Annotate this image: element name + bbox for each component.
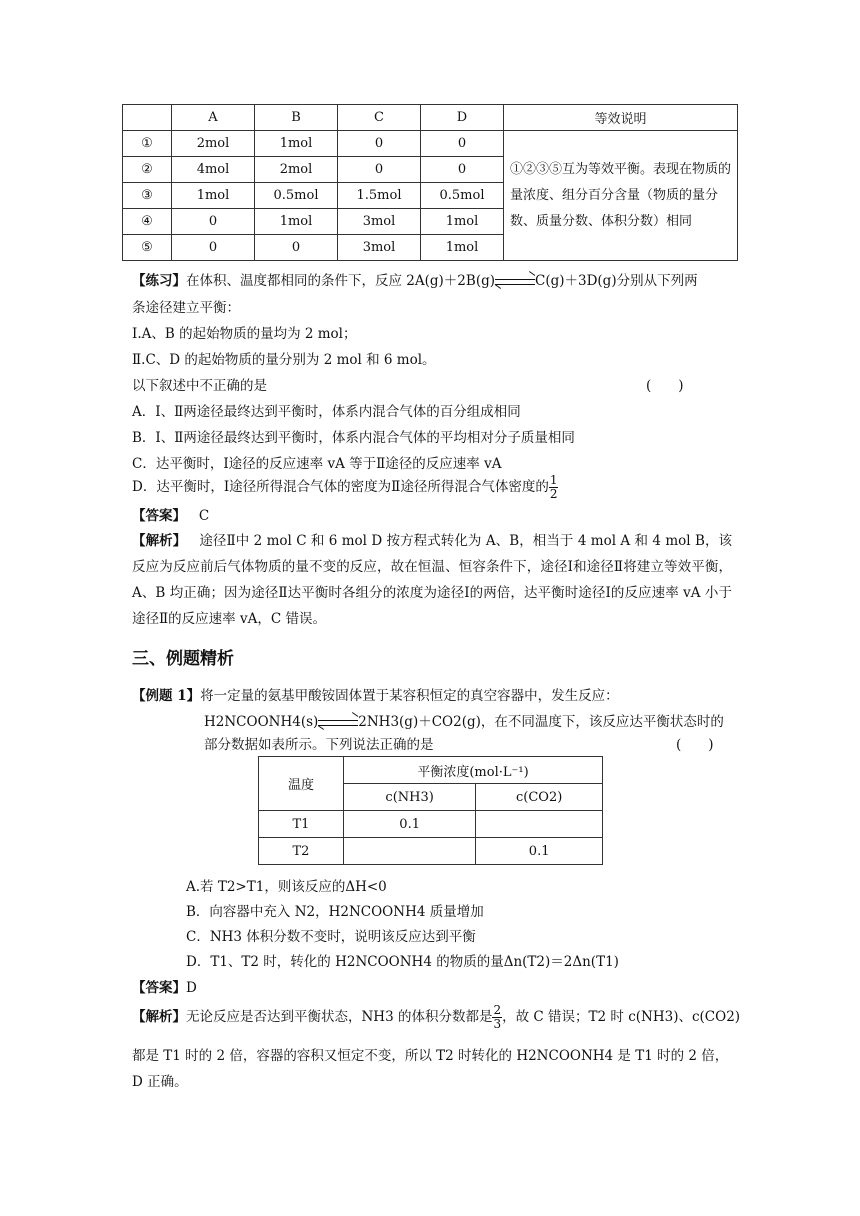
fraction-numerator: 1 (549, 473, 558, 487)
table-cell: 1mol (421, 235, 504, 261)
table-cell: ① (123, 131, 172, 157)
table-cell: 1mol (172, 183, 255, 209)
practice-explanation (132, 528, 732, 632)
practice-stem-line1 (132, 271, 698, 291)
table-header: D (421, 105, 504, 131)
practice-option-c: C．达平衡时，Ⅰ途径的反应速率 vA 等于Ⅱ途径的反应速率 vA (132, 456, 502, 472)
table-cell: 4mol (172, 157, 255, 183)
answer-value: D (186, 980, 197, 996)
table-cell: 0.5mol (255, 183, 338, 209)
table-header: c(CO2) (476, 784, 603, 811)
example-stem-line1 (132, 686, 619, 706)
practice-question: 以下叙述中不正确的是 (132, 378, 267, 394)
explanation-tag: 【解析】 (132, 533, 187, 549)
fraction (549, 474, 559, 501)
table-cell: 0 (255, 235, 338, 261)
answer-tag: 【答案】 (132, 980, 186, 996)
table-cell (476, 811, 603, 838)
practice-route1: Ⅰ.A、B 的起始物质的量均为 2 mol； (132, 326, 357, 342)
example-tag: 【例题 1】 (132, 688, 201, 704)
table-header-row (123, 105, 738, 131)
fraction-denominator: 3 (493, 1017, 502, 1031)
table-cell: 0.5mol (421, 183, 504, 209)
example-option-d: D．T1、T2 时，转化的 H2NCOONH4 的物质的量Δn(T2)＝2Δn(T1) (186, 954, 619, 970)
table-header: C (338, 105, 421, 131)
fraction-denominator: 2 (549, 487, 558, 501)
table-cell: T1 (259, 811, 344, 838)
table-cell: 1mol (421, 209, 504, 235)
example-option-c: C．NH3 体积分数不变时，说明该反应达到平衡 (186, 929, 476, 945)
table-row (259, 838, 603, 865)
table-header: c(NH3) (344, 784, 476, 811)
table-cell: 0 (172, 209, 255, 235)
table-cell: ④ (123, 209, 172, 235)
example-stem-line2 (204, 712, 724, 732)
table-row (259, 757, 603, 784)
practice-route2: Ⅱ.C、D 的起始物质的量分别为 2 mol 和 6 mol。 (132, 352, 436, 368)
table-cell: 0 (172, 235, 255, 261)
example-explanation-line1 (132, 1004, 740, 1031)
equilibrium-data-table (258, 756, 603, 865)
practice-option-a: A．Ⅰ、Ⅱ两途径最终达到平衡时，体系内混合气体的百分组成相同 (132, 404, 521, 420)
table-cell: 1mol (255, 131, 338, 157)
section-heading: 三、例题精析 (132, 649, 234, 669)
example-option-a: A.若 T2>T1，则该反应的ΔH<0 (186, 879, 387, 895)
equilibrium-arrow-icon (495, 276, 535, 288)
example-reactant: H2NCOONH4(s) (204, 714, 319, 730)
table-cell: ② (123, 157, 172, 183)
table-cell: 0 (421, 131, 504, 157)
equivalence-table (122, 104, 738, 261)
table-header: B (255, 105, 338, 131)
table-header (123, 105, 172, 131)
example-explanation-line3: D 正确。 (132, 1074, 188, 1090)
explanation-text: 途径Ⅱ中 2 mol C 和 6 mol D 按方程式转化为 A、B，相当于 4 mol A 和 4 mol B，该反应为反应前后气体物质的量不变的反应，故在恒温、恒容条件下，途径Ⅰ和途径Ⅱ将建立等效平衡，A、B 均正确；因为途径Ⅱ达平衡时各组分的浓度为途径Ⅰ的两倍，达平衡时途径Ⅰ的反应速率 vA 小于途径Ⅱ的反应速率 vA，C 错误。 (132, 533, 733, 627)
table-header: 平衡浓度(mol·L⁻¹) (344, 757, 603, 784)
table-row (123, 131, 738, 157)
table-cell: 0 (421, 157, 504, 183)
example-explanation-line2: 都是 T1 时的 2 倍，容器的容积又恒定不变，所以 T2 时转化的 H2NCOONH4 是 T1 时的 2 倍， (132, 1048, 729, 1064)
practice-tag: 【练习】 (132, 273, 186, 289)
table-header: 等效说明 (504, 105, 738, 131)
table-cell: 2mol (255, 157, 338, 183)
table-cell: 0 (338, 157, 421, 183)
explanation-tag: 【解析】 (132, 1009, 186, 1025)
table-cell: 1.5mol (338, 183, 421, 209)
equivalence-note: ①②③⑤互为等效平衡。表现在物质的量浓度、组分百分含量（物质的量分数、质量分数、体积分数）相同 (504, 131, 738, 261)
table-cell: 3mol (338, 235, 421, 261)
table-cell (344, 838, 476, 865)
practice-option-d (132, 474, 558, 501)
fraction-numerator: 2 (493, 1003, 502, 1017)
answer-tag: 【答案】 (132, 508, 186, 524)
practice-answer (132, 506, 209, 526)
table-cell: 3mol (338, 209, 421, 235)
practice-option-d-text: D．达平衡时，Ⅰ途径所得混合气体的密度为Ⅱ途径所得混合气体密度的 (132, 479, 549, 495)
practice-option-b: B．Ⅰ、Ⅱ两途径最终达到平衡时，体系内混合气体的平均相对分子质量相同 (132, 430, 575, 446)
explanation-text: ，故 C 错误；T2 时 c(NH3)、c(CO2) (502, 1009, 741, 1025)
example-stem-line3: 部分数据如表所示。下列说法正确的是 (204, 737, 434, 753)
answer-value: C (198, 508, 210, 524)
explanation-text: 无论反应是否达到平衡状态，NH3 的体积分数都是 (186, 1009, 493, 1025)
example-answer (132, 978, 197, 998)
example-option-b: B．向容器中充入 N2，H2NCOONH4 质量增加 (186, 904, 484, 920)
table-cell: ③ (123, 183, 172, 209)
table-cell: ⑤ (123, 235, 172, 261)
table-header: A (172, 105, 255, 131)
table-header: 温度 (259, 757, 344, 811)
table-row (259, 811, 603, 838)
table-cell: 0.1 (476, 838, 603, 865)
example-products: 2NH3(g)＋CO2(g)，在不同温度下，该反应达平衡状态时的 (358, 714, 724, 730)
table-cell: 0 (338, 131, 421, 157)
answer-paren: ( ) (646, 378, 684, 394)
table-cell: T2 (259, 838, 344, 865)
example-stem-a: 将一定量的氨基甲酸铵固体置于某容积恒定的真空容器中，发生反应： (200, 688, 619, 704)
table-cell: 0.1 (344, 811, 476, 838)
practice-stem-line2: 条途径建立平衡： (132, 300, 240, 316)
practice-stem-b: C(g)＋3D(g)分别从下列两 (535, 273, 698, 289)
practice-stem-a: 在体积、温度都相同的条件下，反应 2A(g)＋2B(g) (186, 273, 495, 289)
table-cell: 1mol (255, 209, 338, 235)
equilibrium-arrow-icon (318, 717, 358, 729)
answer-paren: ( ) (676, 737, 714, 753)
fraction (492, 1004, 502, 1031)
table-cell: 2mol (172, 131, 255, 157)
